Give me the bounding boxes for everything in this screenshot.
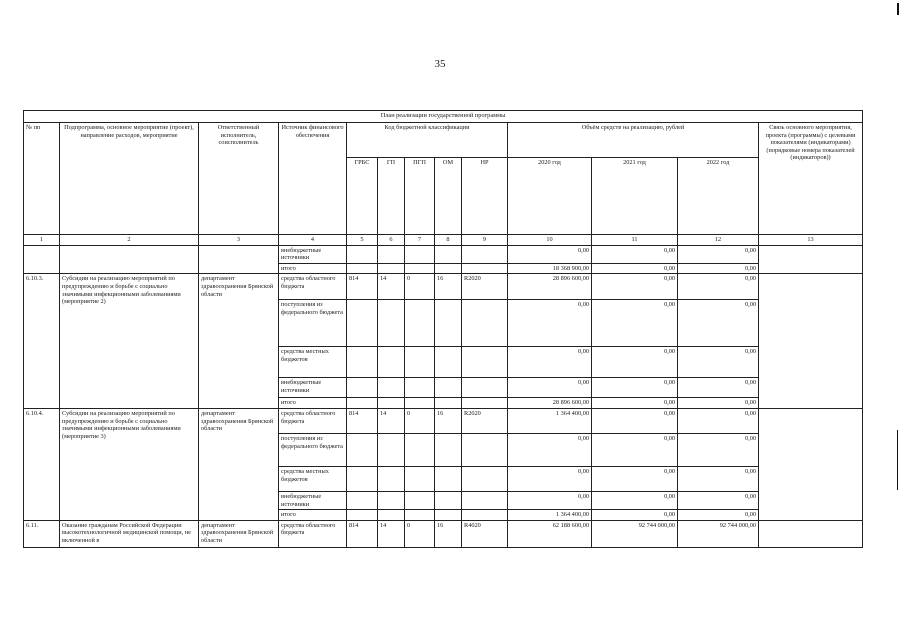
column-number: 3 <box>199 235 279 246</box>
value-2021-cell: 0,00 <box>592 347 678 378</box>
gp-cell: 14 <box>378 520 405 547</box>
value-2022-cell: 0,00 <box>678 347 759 378</box>
value-2021-cell: 92 744 000,00 <box>592 520 678 547</box>
source-cell: внебюджетные источники <box>279 378 347 398</box>
om-cell: 16 <box>435 520 462 547</box>
value-2022-cell: 0,00 <box>678 300 759 347</box>
column-number: 8 <box>435 235 462 246</box>
value-2021-cell: 0,00 <box>592 491 678 509</box>
link-cell <box>759 274 863 409</box>
value-2020-cell: 1 364 400,00 <box>508 510 592 521</box>
value-2021-cell: 0,00 <box>592 433 678 466</box>
value-2021-cell: 0,00 <box>592 510 678 521</box>
column-number: 5 <box>347 235 378 246</box>
value-2020-cell: 0,00 <box>508 300 592 347</box>
source-cell: итого <box>279 510 347 521</box>
om-cell: 16 <box>435 408 462 433</box>
np-cell: R2020 <box>462 408 508 433</box>
executor-cell <box>199 245 279 274</box>
column-number: 11 <box>592 235 678 246</box>
value-2020-cell: 62 188 600,00 <box>508 520 592 547</box>
value-2021-cell: 0,00 <box>592 274 678 300</box>
page-edge-mark-right <box>897 430 898 490</box>
num-cell <box>24 245 60 274</box>
link-cell <box>759 245 863 274</box>
value-2020-cell: 0,00 <box>508 245 592 263</box>
value-2022-cell: 0,00 <box>678 408 759 433</box>
value-2022-cell: 0,00 <box>678 263 759 274</box>
value-2022-cell: 0,00 <box>678 398 759 409</box>
source-cell: внебюджетные источники <box>279 245 347 263</box>
value-2020-cell: 0,00 <box>508 378 592 398</box>
value-2022-cell: 0,00 <box>678 491 759 509</box>
value-2022-cell: 92 744 000,00 <box>678 520 759 547</box>
value-2022-cell: 0,00 <box>678 274 759 300</box>
value-2020-cell: 0,00 <box>508 433 592 466</box>
column-number: 1 <box>24 235 60 246</box>
column-number: 13 <box>759 235 863 246</box>
value-2021-cell: 0,00 <box>592 466 678 491</box>
value-2020-cell: 0,00 <box>508 347 592 378</box>
source-cell: средства местных бюджетов <box>279 347 347 378</box>
subprogram-cell: Субсидии на реализацию мероприятий по предупреждению и борьбе с социально значимыми инфекционными заболеваниями (мероприятие 2) <box>60 274 199 409</box>
value-2020-cell: 28 896 600,00 <box>508 274 592 300</box>
np-cell: R2020 <box>462 274 508 300</box>
page-number: 35 <box>434 58 446 70</box>
value-2020-cell: 1 364 400,00 <box>508 408 592 433</box>
value-2021-cell: 0,00 <box>592 245 678 263</box>
column-number: 10 <box>508 235 592 246</box>
link-cell <box>759 408 863 520</box>
page-edge-mark-top <box>897 3 899 15</box>
pgp-cell: 0 <box>405 408 435 433</box>
source-cell: итого <box>279 263 347 274</box>
source-cell: итого <box>279 398 347 409</box>
header-grbs: ГРБС <box>347 158 378 235</box>
np-cell: R4020 <box>462 520 508 547</box>
value-2021-cell: 0,00 <box>592 263 678 274</box>
value-2020-cell: 0,00 <box>508 491 592 509</box>
pgp-cell: 0 <box>405 274 435 300</box>
value-2021-cell: 0,00 <box>592 408 678 433</box>
column-number: 9 <box>462 235 508 246</box>
header-source: Источник финансового обеспечения <box>279 123 347 235</box>
header-link: Связь основного мероприятия, проекта (программы) с целевыми показателями (индикаторами) (порядковые номера показателей (индикаторов)) <box>759 123 863 235</box>
value-2020-cell: 18 368 900,00 <box>508 263 592 274</box>
executor-cell: департамент здравоохранения Брянской области <box>199 520 279 547</box>
source-cell: средства областного бюджета <box>279 408 347 433</box>
header-om: ОМ <box>435 158 462 235</box>
column-number: 6 <box>378 235 405 246</box>
header-pgp: ПГП <box>405 158 435 235</box>
plan-table <box>23 110 863 548</box>
subprogram-cell: Субсидии на реализацию мероприятий по предупреждению и борьбе с социально значимыми инфекционными заболеваниями (мероприятие 3) <box>60 408 199 520</box>
value-2020-cell: 0,00 <box>508 466 592 491</box>
column-number: 12 <box>678 235 759 246</box>
value-2021-cell: 0,00 <box>592 300 678 347</box>
subprogram-cell: Оказание гражданам Российской Федерации высокотехнологичной медицинской помощи, не включенной в <box>60 520 199 547</box>
value-2022-cell: 0,00 <box>678 510 759 521</box>
table-row <box>24 520 863 547</box>
table-row <box>24 245 863 263</box>
value-2022-cell: 0,00 <box>678 466 759 491</box>
grbs-cell: 814 <box>347 520 378 547</box>
executor-cell: департамент здравоохранения Брянской области <box>199 274 279 409</box>
num-cell: 6.10.3. <box>24 274 60 409</box>
link-cell <box>759 520 863 547</box>
value-2022-cell: 0,00 <box>678 378 759 398</box>
header-num: № пп <box>24 123 60 235</box>
source-cell: внебюджетные источники <box>279 491 347 509</box>
header-subprogram: Подпрограмма, основное мероприятие (проект), направление расходов, мероприятие <box>60 123 199 235</box>
header-executor: Ответственный исполнитель, соисполнитель <box>199 123 279 235</box>
header-2020: 2020 год <box>508 158 592 235</box>
header-gp: ГП <box>378 158 405 235</box>
header-volume: Объём средств на реализацию, рублей <box>508 123 759 158</box>
source-cell: средства местных бюджетов <box>279 466 347 491</box>
gp-cell: 14 <box>378 274 405 300</box>
subprogram-cell <box>60 245 199 274</box>
source-cell: средства областного бюджета <box>279 520 347 547</box>
column-number: 7 <box>405 235 435 246</box>
om-cell: 16 <box>435 274 462 300</box>
value-2021-cell: 0,00 <box>592 398 678 409</box>
gp-cell: 14 <box>378 408 405 433</box>
num-cell: 6.11. <box>24 520 60 547</box>
value-2022-cell: 0,00 <box>678 245 759 263</box>
source-cell: средства областного бюджета <box>279 274 347 300</box>
executor-cell: департамент здравоохранения Брянской области <box>199 408 279 520</box>
table-caption: План реализации государственной программы <box>24 111 863 123</box>
header-2022: 2022 год <box>678 158 759 235</box>
value-2022-cell: 0,00 <box>678 433 759 466</box>
num-cell: 6.10.4. <box>24 408 60 520</box>
source-cell: поступления из федерального бюджета <box>279 433 347 466</box>
header-np: НР <box>462 158 508 235</box>
table-row <box>24 408 863 433</box>
grbs-cell: 814 <box>347 274 378 300</box>
source-cell: поступления из федерального бюджета <box>279 300 347 347</box>
column-number: 2 <box>60 235 199 246</box>
header-kbk: Код бюджетной классификации <box>347 123 508 158</box>
value-2021-cell: 0,00 <box>592 378 678 398</box>
grbs-cell: 814 <box>347 408 378 433</box>
value-2020-cell: 28 896 600,00 <box>508 398 592 409</box>
header-2021: 2021 год <box>592 158 678 235</box>
column-number-row <box>24 235 863 246</box>
table-row <box>24 274 863 300</box>
column-number: 4 <box>279 235 347 246</box>
pgp-cell: 0 <box>405 520 435 547</box>
